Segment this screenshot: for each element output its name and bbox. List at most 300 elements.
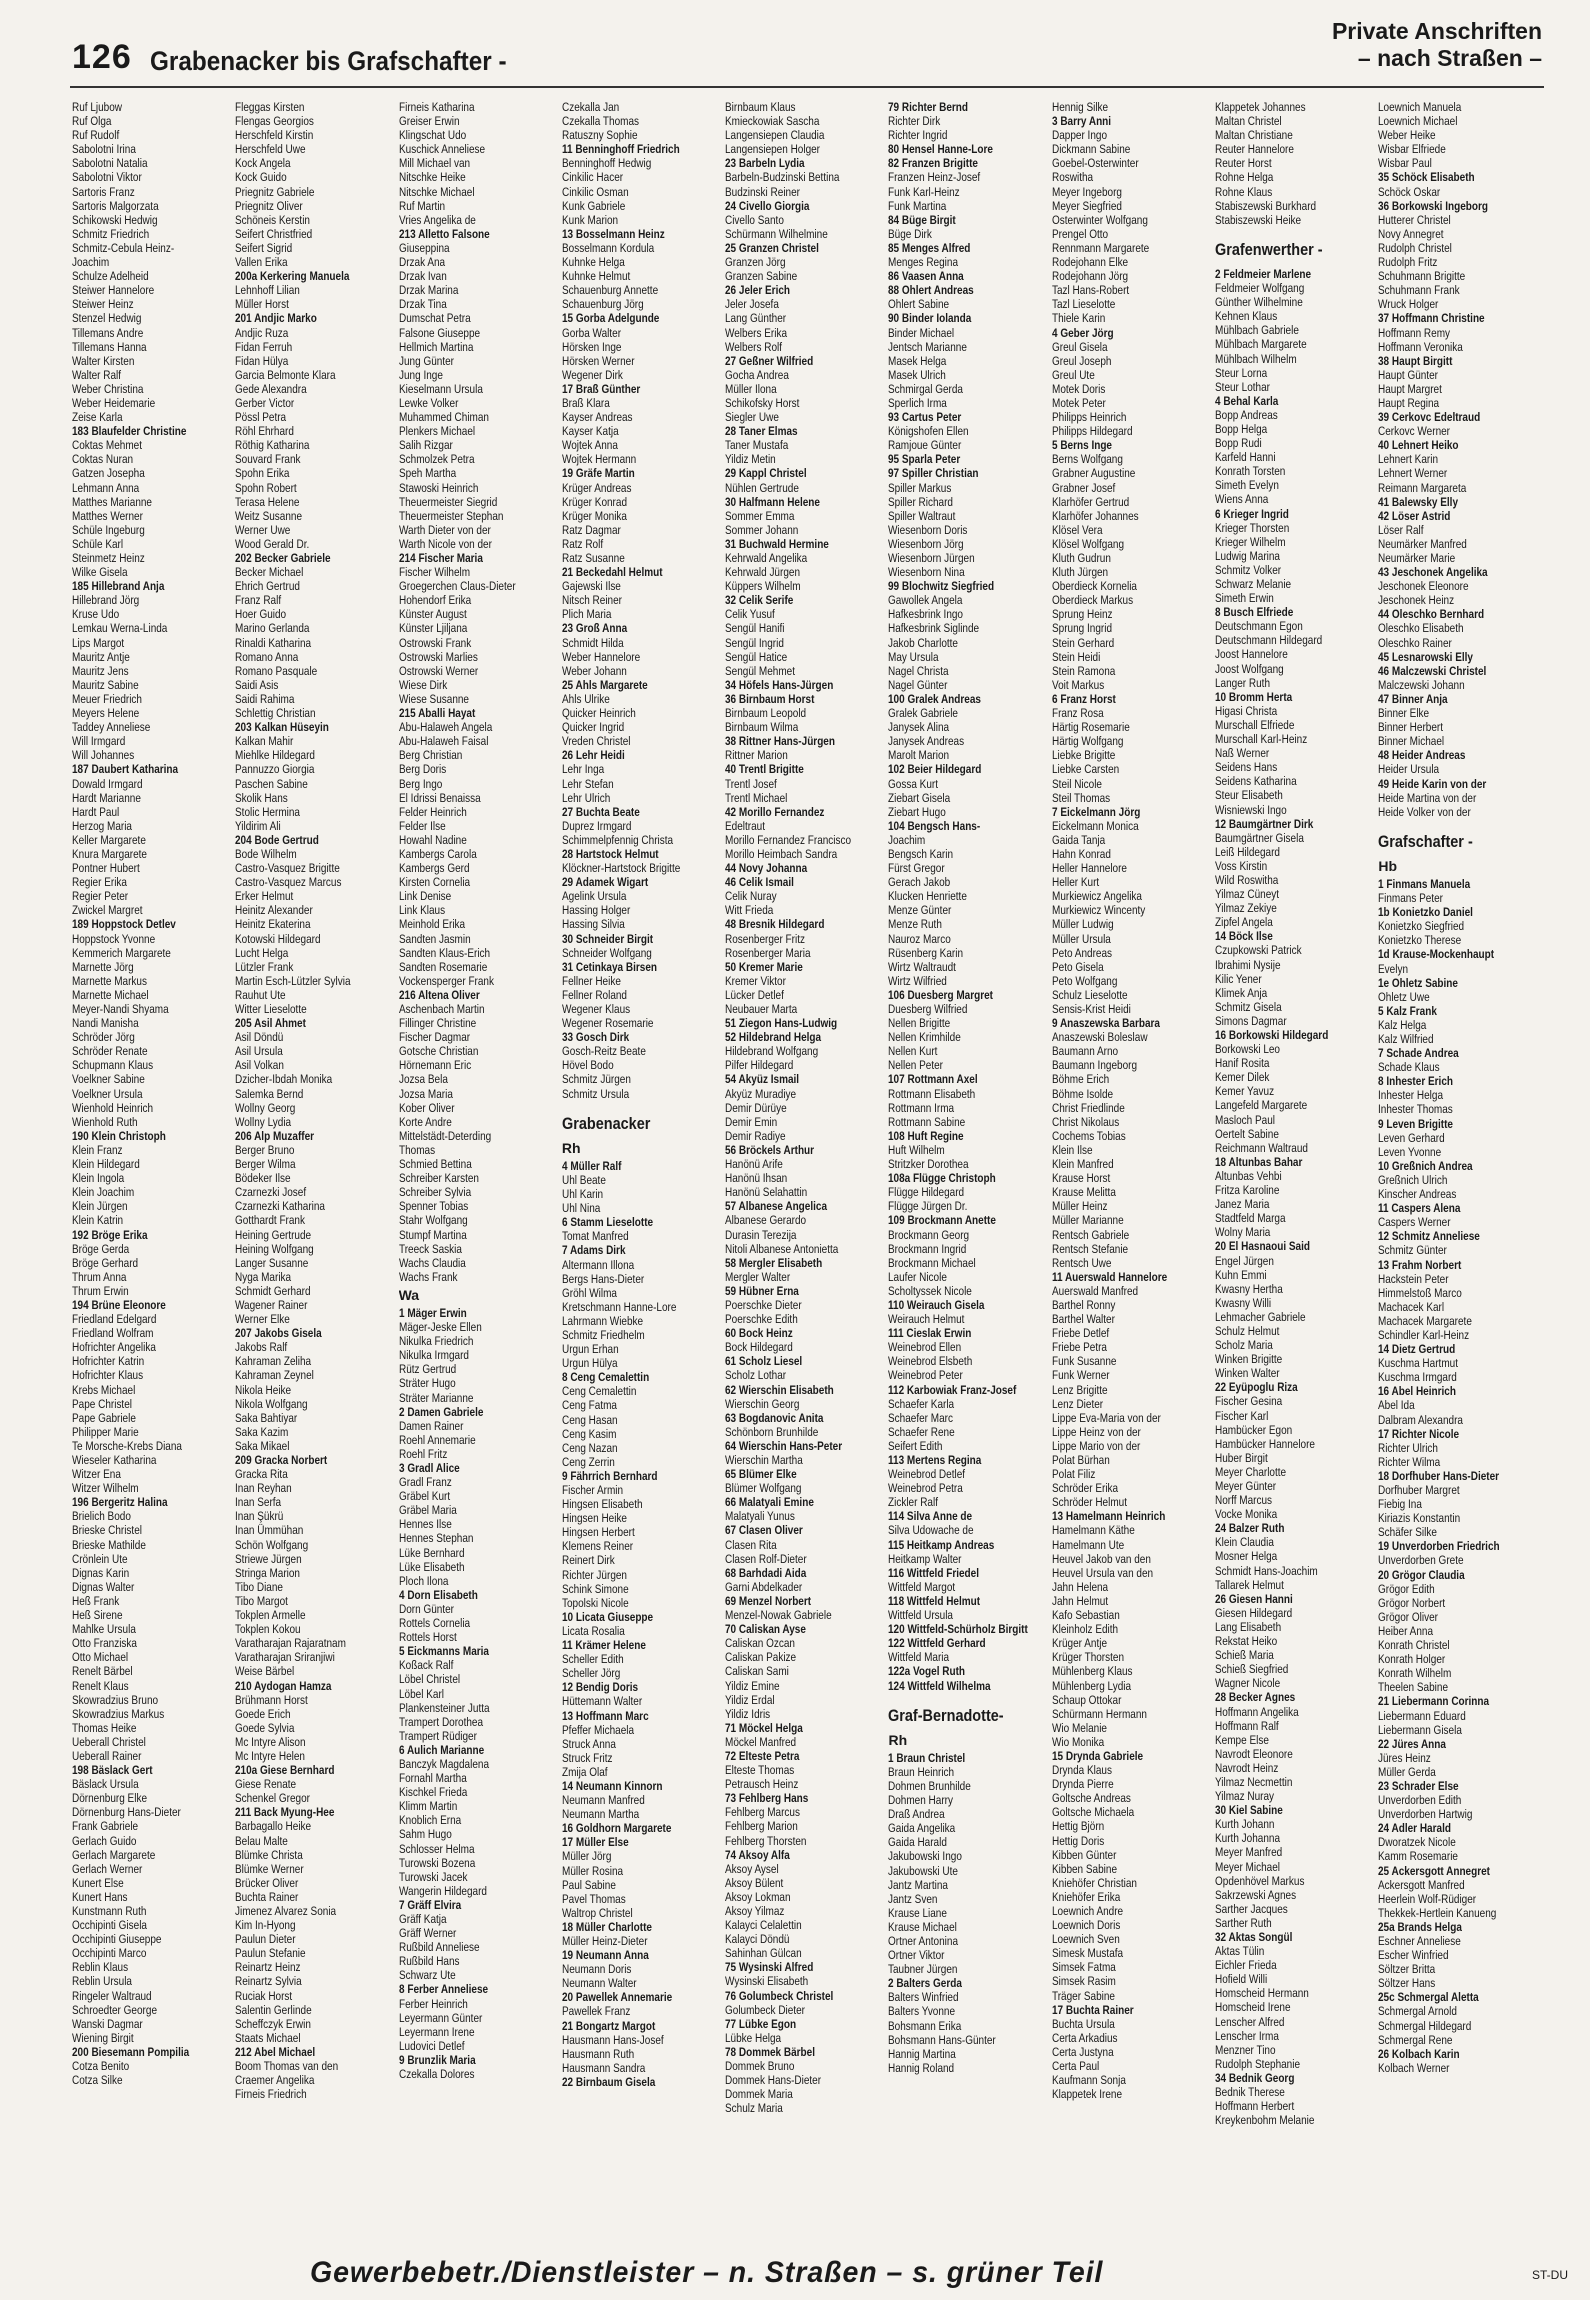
directory-entry: Feldmeier Wolfgang xyxy=(1215,281,1305,296)
directory-entry: Yilmaz Zekiye xyxy=(1215,901,1277,916)
directory-entry: Damen Rainer xyxy=(398,1418,464,1433)
house-number-entry: 7 Adams Dirk xyxy=(561,1243,626,1258)
directory-entry: Kretschmann Hanne-Lore xyxy=(561,1299,677,1314)
directory-entry: Lehmann Anna xyxy=(72,480,140,495)
directory-entry: Sprung Ingrid xyxy=(1051,621,1112,636)
directory-entry: Treeck Saskia xyxy=(398,1241,462,1256)
directory-entry: Hüttemann Walter xyxy=(561,1694,643,1709)
directory-entry: Müller Ilona xyxy=(725,381,777,396)
directory-entry: Grögor Norbert xyxy=(1378,1595,1446,1610)
directory-entry: Ceng Nazan xyxy=(561,1440,618,1455)
directory-entry: Rütz Gertrud xyxy=(398,1362,456,1377)
directory-entry: Abu-Halaweh Faisal xyxy=(398,734,489,749)
directory-entry: Ruf Martin xyxy=(398,198,445,213)
house-number-entry: 7 Eickelmann Jörg xyxy=(1051,804,1141,819)
directory-entry: Hoffmann Remy xyxy=(1378,325,1451,340)
page-footer xyxy=(0,2252,1590,2292)
directory-entry: Scheller Edith xyxy=(561,1652,624,1667)
house-number-entry: 38 Haupt Birgitt xyxy=(1378,353,1453,368)
directory-entry: Rodejohann Elke xyxy=(1051,255,1128,270)
directory-entry: Friedland Wolfram xyxy=(72,1326,154,1341)
directory-entry: Schmergal Hildegard xyxy=(1378,2018,1472,2033)
directory-entry: Spiller Waltraut xyxy=(888,508,956,523)
directory-entry: Wisniewski Ingo xyxy=(1215,802,1287,817)
house-number-entry: 111 Cieslak Erwin xyxy=(888,1326,972,1341)
house-number-entry: 5 Berns Inge xyxy=(1051,438,1112,453)
directory-entry: Sengül Hatice xyxy=(725,649,788,664)
directory-entry: Jozsa Maria xyxy=(398,1086,453,1101)
directory-entry: Malatyali Yunus xyxy=(725,1509,796,1524)
directory-entry: Meyer Michael xyxy=(1215,1859,1281,1874)
directory-entry: Löbel Christel xyxy=(398,1672,460,1687)
directory-entry: Hörnemann Eric xyxy=(398,1058,471,1073)
directory-entry: Ruf Olga xyxy=(72,114,112,129)
directory-entry: Hardt Marianne xyxy=(72,790,141,805)
directory-entry: Ahls Ulrike xyxy=(561,691,610,706)
directory-entry: Menze Ruth xyxy=(888,917,943,932)
directory-entry: Lehr Inga xyxy=(561,762,605,777)
directory-entry: Steiwer Hannelore xyxy=(72,283,155,298)
directory-entry: Paschen Sabine xyxy=(235,776,309,791)
house-number-entry: 57 Albanese Angelica xyxy=(725,1199,828,1214)
directory-entry: Seidens Hans xyxy=(1215,760,1278,775)
directory-entry: Masek Ulrich xyxy=(888,367,947,382)
directory-entry: Brühmann Horst xyxy=(235,1692,309,1707)
house-number-entry: 13 Frahm Norbert xyxy=(1378,1257,1462,1272)
directory-entry: Tillemans Andre xyxy=(72,325,144,340)
directory-entry: Sprung Heinz xyxy=(1051,607,1113,622)
directory-entry: Budzinski Reiner xyxy=(725,184,801,199)
directory-entry: Terasa Helene xyxy=(235,494,300,509)
directory-entry: Schulz Lieselotte xyxy=(1051,987,1128,1002)
directory-entry: Kunstmann Ruth xyxy=(72,1904,147,1918)
directory-entry: Christ Friedlinde xyxy=(1051,1100,1125,1115)
directory-entry: Rottmann Elisabeth xyxy=(888,1086,976,1101)
directory-entry: Schmitz Gisela xyxy=(1215,999,1282,1014)
directory-entry: Langer Susanne xyxy=(235,1255,309,1270)
directory-entry: Kalayci Döndü xyxy=(725,1932,790,1947)
directory-entry: Sensis-Krist Heidi xyxy=(1051,1002,1131,1016)
directory-entry: Lehmacher Gabriele xyxy=(1215,1309,1306,1324)
directory-entry: Ortner Antonina xyxy=(888,1934,959,1948)
directory-entry: Meyer Siegfried xyxy=(1051,198,1122,213)
directory-entry: Schöck Oskar xyxy=(1378,184,1441,199)
directory-entry: Wojtek Hermann xyxy=(561,452,637,467)
directory-entry: Czupkowski Patrick xyxy=(1215,943,1302,958)
directory-entry: Heller Kurt xyxy=(1051,875,1099,890)
directory-entry: Schmitz Günter xyxy=(1378,1243,1448,1258)
directory-entry: Lang Günther xyxy=(725,311,787,326)
directory-entry: Bohsmann Hans-Günter xyxy=(888,2032,997,2047)
house-number-entry: 12 Schmitz Anneliese xyxy=(1378,1229,1481,1244)
directory-entry: Will Johannes xyxy=(72,748,135,763)
directory-entry: Simons Dagmar xyxy=(1215,1013,1287,1028)
directory-entry: Goede Erich xyxy=(235,1706,291,1721)
directory-entry: Borkowski Leo xyxy=(1215,1042,1281,1057)
directory-entry: Neumärker Manfred xyxy=(1378,536,1468,551)
directory-entry: Gräff Werner xyxy=(398,1926,456,1941)
directory-entry: Ruciak Horst xyxy=(235,1988,293,2003)
directory-entry: Hoffmann Angelika xyxy=(1215,1704,1299,1719)
directory-entry: Maltan Christiane xyxy=(1215,128,1293,143)
directory-entry: Sarther Jacques xyxy=(1215,1901,1288,1916)
directory-entry: Fischer Dagmar xyxy=(398,1030,470,1045)
directory-entry: Reblin Klaus xyxy=(72,1960,129,1975)
house-number-entry: 9 Brunzlik Maria xyxy=(398,2052,476,2067)
directory-entry: Masloch Paul xyxy=(1215,1112,1276,1127)
directory-entry: Lucht Helga xyxy=(235,945,289,960)
directory-entry: Demir Dürüye xyxy=(725,1100,787,1115)
directory-entry: Wachs Frank xyxy=(398,1269,458,1284)
directory-entry: Deutschmann Hildegard xyxy=(1215,633,1323,648)
house-number-entry: 79 Richter Bernd xyxy=(888,100,969,114)
directory-entry: Thekkek-Hertlein Kanueng xyxy=(1378,1905,1497,1920)
directory-entry: Hofrichter Katrin xyxy=(72,1354,145,1369)
directory-entry: Löbel Karl xyxy=(398,1686,444,1701)
directory-entry: Hackstein Peter xyxy=(1378,1271,1449,1286)
directory-entry: Joachim xyxy=(888,832,926,847)
directory-entry: Pfeffer Michaela xyxy=(561,1722,634,1737)
directory-entry: Tibo Diane xyxy=(235,1579,284,1594)
directory-entry: Bopp Andreas xyxy=(1215,407,1278,422)
directory-entry: Schönborn Brunhilde xyxy=(725,1424,819,1439)
directory-entry: Heining Gertrude xyxy=(235,1227,312,1242)
house-number-entry: 8 Inhester Erich xyxy=(1378,1074,1454,1089)
directory-entry: Schaefer Marc xyxy=(888,1410,954,1425)
directory-entry: Huft Wilhelm xyxy=(888,1142,946,1157)
directory-entry: Langensiepen Holger xyxy=(725,142,821,157)
directory-entry: Bröge Gerda xyxy=(72,1241,130,1256)
directory-entry: Unverdorben Edith xyxy=(1378,1793,1462,1808)
directory-entry: Herzog Maria xyxy=(72,818,132,833)
house-number-entry: 21 Beckedahl Helmut xyxy=(561,565,663,580)
directory-entry: Weinebrod Peter xyxy=(888,1368,964,1383)
directory-entry: Heiber Anna xyxy=(1378,1623,1434,1638)
directory-entry: Fleggas Kirsten xyxy=(235,100,305,114)
directory-entry: Pilfer Hildegard xyxy=(725,1058,794,1073)
house-number-entry: 187 Daubert Katharina xyxy=(72,762,179,777)
directory-entry: Hofield Willi xyxy=(1215,1972,1268,1987)
directory-entry: Steinmetz Heinz xyxy=(72,551,145,565)
directory-entry: Deutschmann Egon xyxy=(1215,619,1303,634)
house-number-entry: 206 Alp Muzaffer xyxy=(235,1128,315,1143)
directory-entry: Wiesenborn Jörg xyxy=(888,536,965,551)
directory-entry: Lemkau Werna-Linda xyxy=(72,621,168,636)
directory-entry: Wiens Anna xyxy=(1215,492,1269,507)
directory-entry: Martin Esch-Lützler Sylvia xyxy=(235,973,351,988)
directory-entry: Murschall Karl-Heinz xyxy=(1215,732,1308,747)
directory-entry: Trampert Dorothea xyxy=(398,1714,483,1729)
house-number-entry: 84 Büge Birgit xyxy=(888,212,957,227)
directory-entry: Birnbaum Klaus xyxy=(725,100,796,114)
directory-entry: Wiesenborn Nina xyxy=(888,565,966,580)
directory-entry: Funk Susanne xyxy=(1051,1354,1117,1369)
directory-entry: Jeschonek Heinz xyxy=(1378,593,1455,608)
directory-entry: Wirtz Wilfried xyxy=(888,973,948,988)
house-number-entry: 21 Bongartz Margot xyxy=(561,2018,656,2033)
house-number-entry: 62 Wierschin Elisabeth xyxy=(725,1382,834,1397)
directory-entry: Inhester Helga xyxy=(1378,1088,1444,1103)
directory-entry: Bode Wilhelm xyxy=(235,846,297,861)
page-header xyxy=(0,0,1590,100)
house-number-entry: 8 Busch Elfriede xyxy=(1215,605,1294,620)
house-number-entry: 67 Clasen Oliver xyxy=(725,1523,803,1538)
directory-entry: Haupt Regina xyxy=(1378,395,1440,410)
house-number-entry: 43 Jeschonek Angelika xyxy=(1378,565,1488,580)
directory-entry: Drynda Klaus xyxy=(1051,1763,1112,1778)
directory-entry: Walter Kirsten xyxy=(72,353,135,368)
directory-entry: Matthes Marianne xyxy=(72,494,153,509)
directory-entry: Hettig Björn xyxy=(1051,1819,1105,1834)
directory-entry: Oleschko Rainer xyxy=(1378,635,1453,650)
directory-entry: Reblin Ursula xyxy=(72,1974,132,1989)
directory-entry: Sträter Hugo xyxy=(398,1376,456,1391)
directory-entry: Sartoris Malgorzata xyxy=(72,198,159,213)
house-number-entry: 213 Alletto Falsone xyxy=(398,226,490,241)
directory-entry: Funk Martina xyxy=(888,198,947,213)
directory-entry: Lewke Volker xyxy=(398,395,459,410)
directory-entry: Wagner Nicole xyxy=(1215,1676,1281,1691)
directory-entry: Ploch Ilona xyxy=(398,1573,449,1588)
house-number-entry: 215 Aballi Hayat xyxy=(398,706,475,721)
directory-entry: Castro-Vasquez Brigitte xyxy=(235,861,341,876)
directory-entry: Rentsch Stefanie xyxy=(1051,1241,1128,1256)
directory-entry: Bröge Gerhard xyxy=(72,1255,139,1270)
directory-entry: Pape Gabriele xyxy=(72,1410,136,1425)
directory-entry: Müller Heinz-Dieter xyxy=(561,1934,648,1948)
directory-entry: Masek Helga xyxy=(888,353,947,368)
house-number-entry: 77 Lübke Egon xyxy=(725,2016,797,2031)
directory-entry: Wiese Dirk xyxy=(398,677,447,692)
directory-entry: Morillo Fernandez Francisco xyxy=(725,832,852,847)
directory-entry: Wieseler Katharina xyxy=(72,1453,157,1467)
directory-entry: Rottmann Sabine xyxy=(888,1114,966,1129)
directory-entry: Braun Heinrich xyxy=(888,1764,955,1779)
directory-entry: Salemka Bernd xyxy=(235,1086,304,1101)
directory-entry: Drzak Ana xyxy=(398,255,445,270)
directory-entry: Inhester Thomas xyxy=(1378,1102,1454,1117)
directory-entry: Schmolzek Petra xyxy=(398,452,475,467)
directory-entry: Walter Ralf xyxy=(72,367,122,382)
house-number-entry: 1 Finmans Manuela xyxy=(1378,876,1471,891)
directory-entry: Barthel Walter xyxy=(1051,1312,1115,1327)
directory-entry: Lenz Brigitte xyxy=(1051,1382,1108,1397)
directory-entry: Kuhn Emmi xyxy=(1215,1267,1267,1282)
directory-entry: Ostrowski Frank xyxy=(398,635,471,650)
directory-entry: Drzak Ivan xyxy=(398,269,447,284)
directory-entry: Edeltraut xyxy=(725,818,766,833)
directory-entry: Lippe Heinz von der xyxy=(1051,1424,1141,1439)
directory-entry: Weber Heike xyxy=(1378,128,1436,143)
directory-entry: Jantz Martina xyxy=(888,1877,949,1892)
directory-entry: Scholtyssek Nicole xyxy=(888,1283,973,1298)
directory-entry: Inan Şükrü xyxy=(235,1509,284,1524)
directory-entry: Klarhöfer Gertrud xyxy=(1051,494,1129,509)
directory-entry: Thrum Erwin xyxy=(72,1283,129,1298)
directory-entry: Blümke Werner xyxy=(235,1861,304,1876)
directory-entry: Sartoris Franz xyxy=(72,184,135,199)
directory-entry: Salih Rizgar xyxy=(398,438,453,453)
house-number-entry: 1b Konietzko Daniel xyxy=(1378,905,1474,920)
directory-entry: Gocha Andrea xyxy=(725,367,790,382)
directory-entry: Ackersgott Manfred xyxy=(1378,1877,1466,1892)
directory-entry: Jantz Sven xyxy=(888,1891,938,1906)
directory-entry: Hildebrand Wolfgang xyxy=(725,1044,819,1059)
directory-entry: Kibben Sabine xyxy=(1051,1861,1117,1876)
directory-entry: Friebe Petra xyxy=(1051,1340,1107,1355)
directory-entry: Simsek Rasim xyxy=(1051,1974,1116,1989)
directory-entry: Philipps Heinrich xyxy=(1051,410,1127,425)
directory-entry: Drzak Marina xyxy=(398,283,459,298)
directory-entry: Urgun Hülya xyxy=(561,1356,618,1371)
directory-entry: Kaufmann Sonja xyxy=(1051,2073,1126,2088)
directory-entry: Kuschma Irmgard xyxy=(1378,1370,1458,1385)
directory-entry: Certa Justyna xyxy=(1051,2044,1114,2059)
house-number-entry: 11 Caspers Alena xyxy=(1378,1201,1461,1216)
directory-entry: Bednik Therese xyxy=(1215,2085,1285,2100)
house-number-entry: 22 Birnbaum Gisela xyxy=(561,2074,656,2089)
house-number-entry: 19 Neumann Anna xyxy=(561,1948,649,1963)
directory-entry: Rüsenberg Karin xyxy=(888,945,964,960)
directory-entry: Steil Nicole xyxy=(1051,776,1102,791)
directory-entry: Berg Ingo xyxy=(398,776,442,791)
directory-entry: Leven Gerhard xyxy=(1378,1130,1446,1145)
house-number-entry: 46 Celik Ismail xyxy=(725,875,795,890)
directory-entry: Kwasny Willi xyxy=(1215,1295,1272,1310)
directory-entry: Peto Gisela xyxy=(1051,959,1104,974)
directory-entry: Müller Gerda xyxy=(1378,1764,1437,1779)
house-number-entry: 88 Ohlert Andreas xyxy=(888,283,975,298)
directory-entry: Rosenberger Maria xyxy=(725,945,811,960)
directory-entry: Uhl Beate xyxy=(561,1172,606,1187)
directory-entry: Taddey Anneliese xyxy=(72,720,151,735)
directory-entry: Celik Nuray xyxy=(725,889,777,904)
house-number-entry: 10 Licata Giuseppe xyxy=(561,1609,653,1624)
directory-entry: Tazl Lieselotte xyxy=(1051,297,1116,312)
directory-entry: Kurth Johann xyxy=(1215,1817,1275,1832)
directory-entry: Hassing Silvia xyxy=(561,917,625,932)
directory-entry: Caspers Werner xyxy=(1378,1215,1451,1230)
directory-entry: Groegerchen Claus-Dieter xyxy=(398,579,516,594)
directory-entry: Navrodt Heinz xyxy=(1215,1760,1279,1775)
house-number-entry: 205 Asil Ahmet xyxy=(235,1016,307,1031)
directory-entry: Schön Wolfgang xyxy=(235,1537,309,1552)
directory-entry: Hanönü Arife xyxy=(725,1157,783,1172)
house-number-entry: 1 Braun Christel xyxy=(888,1750,966,1765)
directory-entry: Schupmann Klaus xyxy=(72,1058,154,1073)
directory-entry: Mittelstädt-Deterding xyxy=(398,1128,491,1143)
directory-entry: Klöckner-Hartstock Brigitte xyxy=(561,861,681,876)
house-number-entry: 107 Rottmann Axel xyxy=(888,1072,979,1087)
directory-entry: Binner Elke xyxy=(1378,706,1430,721)
directory-entry: Hausmann Sandra xyxy=(561,2060,646,2075)
directory-entry: Binder Michael xyxy=(888,325,955,340)
directory-entry: Kempe Else xyxy=(1215,1732,1269,1747)
directory-entry: Schürmann Wilhelmine xyxy=(725,226,828,241)
house-number-entry: 34 Bednik Georg xyxy=(1215,2070,1295,2085)
directory-entry: Gräff Katja xyxy=(398,1912,447,1926)
directory-entry: Nikola Wolfgang xyxy=(235,1396,308,1411)
house-number-entry: 26 Jeler Erich xyxy=(725,283,791,298)
house-number-entry: 118 Wittfeld Helmut xyxy=(888,1593,981,1608)
directory-entry: Caliskan Pakize xyxy=(725,1650,797,1665)
directory-entry: Steur Elisabeth xyxy=(1215,788,1283,803)
directory-entry: Hennes Ilse xyxy=(398,1517,452,1532)
house-number-entry: 27 Buchta Beate xyxy=(561,804,640,819)
directory-entry: Sengül Hanifi xyxy=(725,621,785,636)
directory-entry: Möckel Manfred xyxy=(725,1734,797,1749)
section-title-line1: Private Anschriften xyxy=(1331,18,1542,44)
directory-entry: Vockensperger Frank xyxy=(398,973,494,988)
directory-entry: Heide Volker von der xyxy=(1378,804,1472,819)
directory-entry: Dignas Walter xyxy=(72,1579,135,1594)
directory-entry: Poerschke Edith xyxy=(725,1312,798,1327)
directory-entry: Jeschonek Eleonore xyxy=(1378,579,1469,594)
footer-code: ST-DU xyxy=(1532,2268,1568,2282)
house-number-entry: 200a Kerkering Manuela xyxy=(235,269,350,284)
house-number-entry: 124 Wittfeld Wilhelma xyxy=(888,1678,992,1693)
directory-entry: Navrodt Eleonore xyxy=(1215,1746,1293,1761)
directory-entry: Greul Gisela xyxy=(1051,339,1108,354)
directory-entry: Kniehöfer Erika xyxy=(1051,1889,1121,1904)
directory-entry: Nyga Marika xyxy=(235,1269,292,1284)
directory-entry: Hambücker Hannelore xyxy=(1215,1436,1316,1451)
house-number-entry: 4 Dorn Elisabeth xyxy=(398,1587,478,1602)
directory-entry: Yildiz Metin xyxy=(725,452,776,467)
directory-entry: Scheffczyk Erwin xyxy=(235,2016,312,2031)
house-number-entry: 17 Müller Else xyxy=(561,1835,629,1850)
directory-entry: Jentsch Marianne xyxy=(888,339,968,354)
directory-entry: Weber Hannelore xyxy=(561,649,641,664)
directory-entry: Heider Ursula xyxy=(1378,762,1440,777)
directory-entry: Quicker Ingrid xyxy=(561,720,625,735)
house-number-entry: 25 Granzen Christel xyxy=(725,240,820,255)
directory-entry: Sommer Johann xyxy=(725,522,799,537)
directory-entry: Mosner Helga xyxy=(1215,1549,1278,1564)
directory-column xyxy=(235,100,398,2240)
directory-entry: Weitz Susanne xyxy=(235,508,303,523)
directory-entry: Reinert Dirk xyxy=(561,1553,615,1568)
directory-entry: Joost Hannelore xyxy=(1215,647,1288,662)
house-number-entry: 204 Bode Gertrud xyxy=(235,832,320,847)
directory-entry: Schmitz Jürgen xyxy=(561,1072,631,1087)
directory-entry: Küppers Wilhelm xyxy=(725,579,801,594)
directory-entry: Engel Jürgen xyxy=(1215,1253,1274,1268)
directory-entry: Baumann Arno xyxy=(1051,1044,1118,1059)
directory-entry: Gerach Jakob xyxy=(888,875,951,890)
directory-entry: Licata Rosalia xyxy=(561,1623,625,1638)
house-number-entry: 7 Gräff Elvira xyxy=(398,1897,461,1912)
directory-entry: Wio Melanie xyxy=(1051,1720,1107,1735)
directory-entry: Wegener Dirk xyxy=(561,367,623,382)
directory-entry: Struck Fritz xyxy=(561,1750,613,1765)
directory-entry: Meyers Helene xyxy=(72,706,140,721)
directory-entry: Altermann Illona xyxy=(561,1257,635,1272)
directory-entry: Krause Liane xyxy=(888,1905,948,1920)
directory-entry: Hoffmann Veronika xyxy=(1378,339,1464,354)
directory-entry: Schmergal Arnold xyxy=(1378,2004,1458,2019)
house-number-entry: 17 Richter Nicole xyxy=(1378,1426,1460,1441)
directory-entry: Cinkilic Hacer xyxy=(561,170,623,185)
directory-entry: Caliskan Sami xyxy=(725,1664,790,1679)
directory-entry: Kalayci Celalettin xyxy=(725,1918,802,1933)
directory-entry: Söltzer Hans xyxy=(1378,1976,1436,1991)
directory-entry: Czekalla Dolores xyxy=(398,2067,475,2082)
directory-entry: Gaida Tanja xyxy=(1051,832,1105,847)
directory-entry: El Idrissi Benaissa xyxy=(398,790,481,805)
directory-entry: Kehrwald Jürgen xyxy=(725,565,801,580)
directory-entry: Lehr Stefan xyxy=(561,776,614,791)
